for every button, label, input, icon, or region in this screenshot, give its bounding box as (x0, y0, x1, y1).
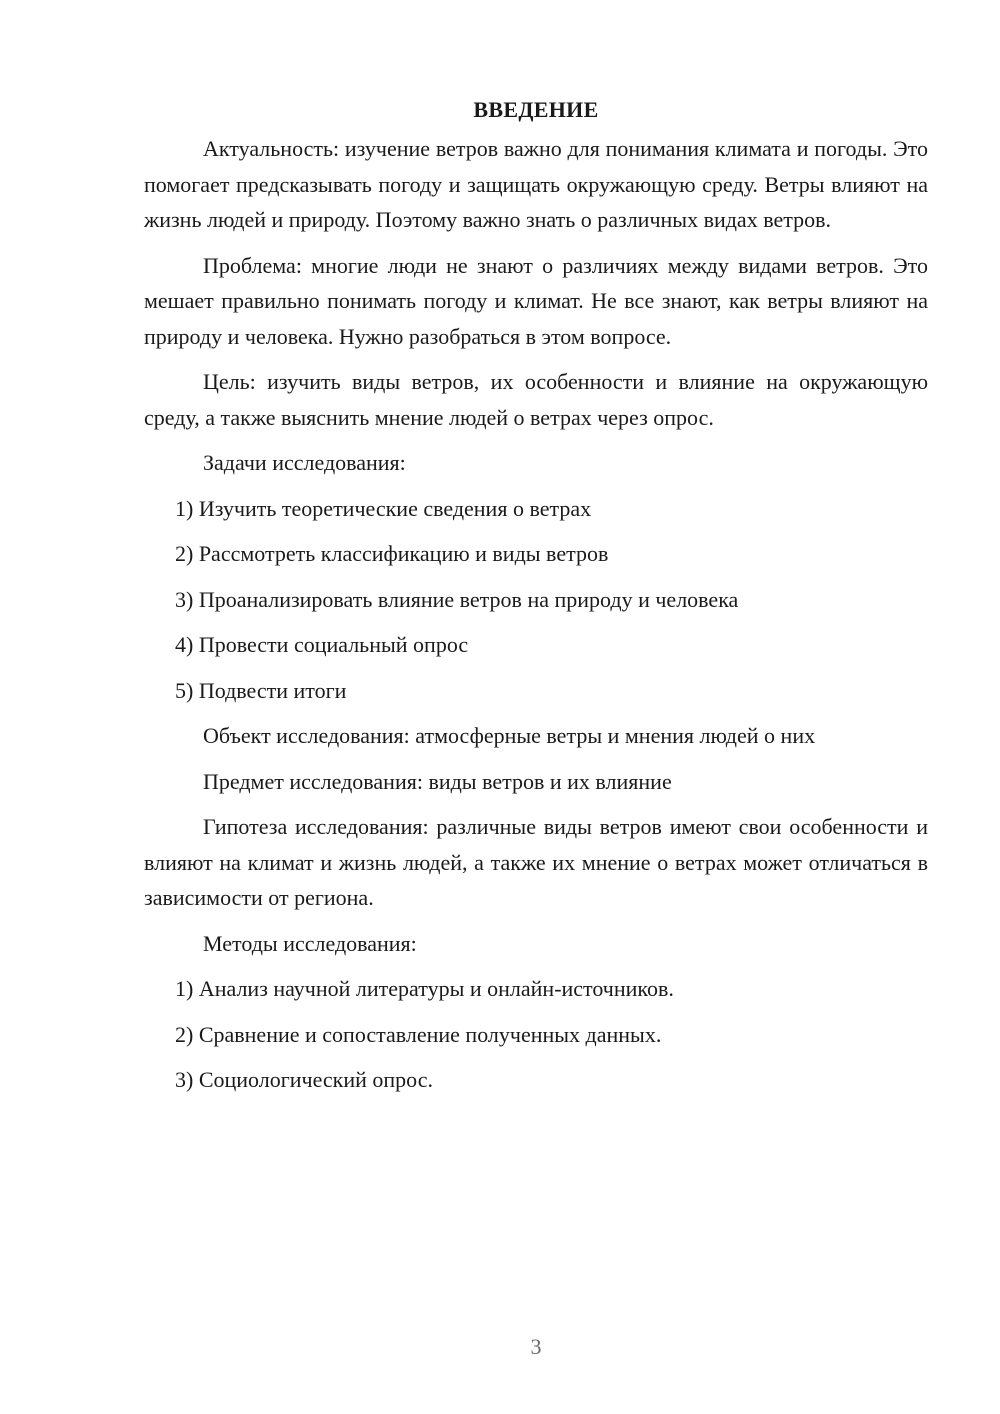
relevance-paragraph: Актуальность: изучение ветров важно для понимания климата и погоды. Это помогает предсказывать погоду и защищать окружающую среду. Ветры влияют на жизнь людей и природу. Поэтому важно знать о различных видах ветров. (144, 136, 928, 232)
tasks-heading: Задачи исследования: (203, 450, 406, 475)
task-item: 5) Подвести итоги (175, 677, 347, 703)
task-item: 1) Изучить теоретические сведения о ветрах (175, 495, 592, 521)
research-subject: Предмет исследования: виды ветров и их влияние (203, 768, 672, 794)
research-object: Объект исследования: атмосферные ветры и мнения людей о них (203, 723, 816, 748)
method-item: 2) Сравнение и сопоставление полученных данных. (175, 1021, 662, 1047)
goal-paragraph: Цель: изучить виды ветров, их особенности и влияние на окружающую среду, а также выяснить мнение людей о ветрах через опрос. (144, 369, 928, 430)
task-item: 4) Провести социальный опрос (175, 632, 469, 657)
task-item: 2) Рассмотреть классификацию и виды ветров (175, 541, 609, 566)
page-title: ВВЕДЕНИЕ (473, 97, 599, 122)
hypothesis-paragraph: Гипотеза исследования: различные виды ветров имеют свои особенности и влияют на климат и жизнь людей, а также их мнение о ветрах может отличаться в зависимости от региона. (144, 814, 928, 910)
page-number: 3 (530, 1334, 542, 1359)
methods-heading: Методы исследования: (203, 930, 417, 956)
method-item: 1) Анализ научной литературы и онлайн-источников. (175, 976, 674, 1001)
problem-paragraph: Проблема: многие люди не знают о различиях между видами ветров. Это мешает правильно понимать погоду и климат. Не все знают, как ветры влияют на природу и человека. Нужно разобраться в этом вопросе. (144, 252, 928, 349)
task-item: 3) Проанализировать влияние ветров на природу и человека (175, 586, 739, 612)
method-item: 3) Социологический опрос. (175, 1067, 433, 1092)
page-content (144, 92, 928, 1108)
